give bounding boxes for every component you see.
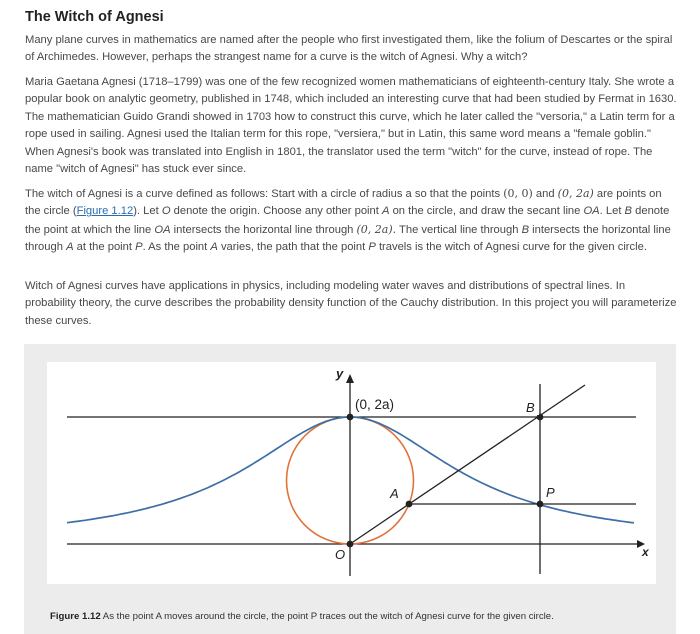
paragraph-intro: Many plane curves in mathematics are named after the people who first investigated them, like the folium of Descartes or the spiral of Archimedes. However, perhaps the strangest name for a curve is the witch of Agnesi. Why a witch? [25,34,673,64]
label-b: B [526,400,535,415]
label-a: A [390,486,399,501]
point-top [347,414,354,421]
witch-of-agnesi-figure [47,362,656,584]
paragraph-history: Maria Gaetana Agnesi (1718–1799) was one of the few recognized women mathematicians of eighteenth-century Italy. She wrote a popular book on analytic geometry, published in 1748, which included an interesting curve that had been studied by Fermat in 1630. The mathematician Guido Grandi showed in 1703 how to construct this curve, which he later called the "versoria," a Latin term for a rope used in sailing. Agnesi used the Italian term for this rope, "versiera," but in Latin, this same word means a "female goblin." When Agnesi's book was translated into English in 1801, the translator used the term "witch" for the curve, instead of rope. The name "witch of Agnesi" has stuck ever since. [25,76,677,176]
figure-caption [50,611,554,622]
paragraph-definition: The witch of Agnesi is a curve defined as follows: Start with a circle of radius a so that the points (0, 0) and (0, 2a) are points on the circle (Figure 1.12). Let O denote the origin. Choose any other point A on the circle, and draw the secant line OA. Let B denote the point at which the line OA intersects the horizontal line through (0, 2a). The vertical line through B intersects the horizontal line through A at the point P. As the point A varies, the path that the point P travels is the witch of Agnesi curve for the given circle. [25,187,671,254]
y-axis-arrow [346,374,354,383]
label-p: P [546,485,555,500]
point-p [537,501,544,508]
paragraph-applications: Witch of Agnesi curves have applications in physics, including modeling water waves and distributions of spectral lines. In probability theory, the curve describes the probability density function of the Cauchy distribution. In this project you will parameterize these curves. [25,280,677,327]
label-top-point: (0, 2a) [355,397,395,412]
caption-text: As the point A moves around the circle, the point P traces out the witch of Agnesi curve for the given circle. [102,611,554,622]
point-origin [347,541,354,548]
section-title: The Witch of Agnesi [25,9,164,25]
caption-label: Figure 1.12 [50,611,101,622]
point-a [406,501,413,508]
label-y: y [336,366,344,381]
label-x: x [642,545,649,559]
figure-link[interactable]: Figure 1.12 [76,205,134,218]
label-origin: O [335,547,346,562]
